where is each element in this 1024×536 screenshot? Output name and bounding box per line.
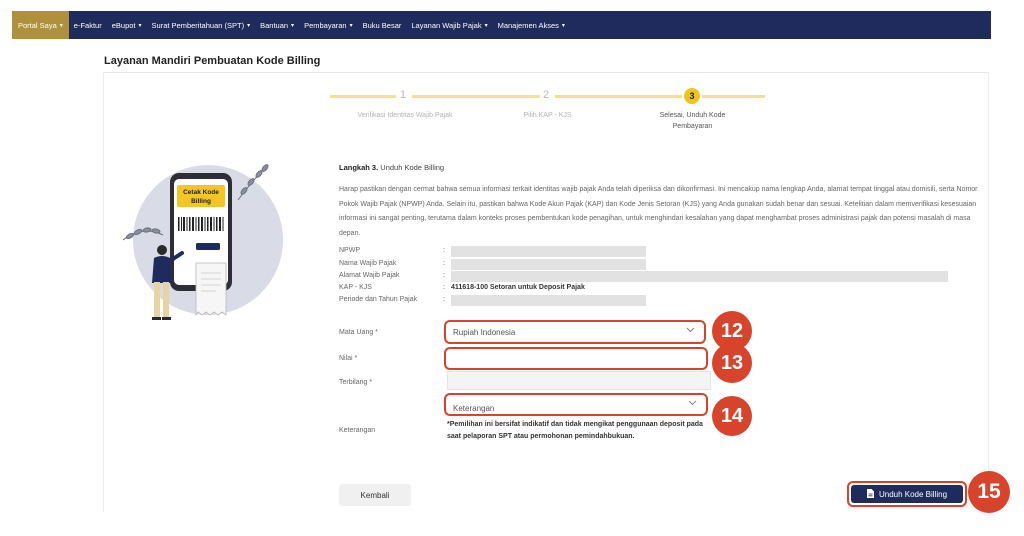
npwp-label: NPWP xyxy=(339,247,360,254)
section-heading xyxy=(339,163,444,172)
chevron-down-icon: ▾ xyxy=(291,22,295,29)
callout-badge-13: 13 xyxy=(712,343,752,383)
step-current-dot: 3 xyxy=(684,88,700,104)
step-prefix: Langkah 3. xyxy=(339,163,379,172)
card-edge xyxy=(988,72,989,512)
nav-portal-saya[interactable] xyxy=(12,11,69,39)
nama-value-redacted xyxy=(451,259,646,270)
chevron-down-icon: ▾ xyxy=(138,22,142,29)
callout-badge-15: 15 xyxy=(968,471,1010,513)
chevron-down-icon: ▾ xyxy=(247,22,251,29)
back-button[interactable]: Kembali xyxy=(339,484,411,506)
card-divider xyxy=(103,72,989,73)
nav-layanan-wajib-pajak[interactable] xyxy=(406,11,492,39)
step-number: 1 xyxy=(400,89,407,101)
nav-pembayaran[interactable] xyxy=(299,11,358,39)
colon: : xyxy=(443,296,445,303)
callout-badge-14: 14 xyxy=(712,396,752,436)
keterangan-note: *Pemilihan ini bersifat indikatif dan tidak mengikat penggunaan deposit pada saat pelaporan SPT atau permohonan pemindahbukuan. xyxy=(447,421,703,440)
nav-label: e-Faktur xyxy=(73,20,102,30)
chevron-down-icon: ▾ xyxy=(561,22,565,29)
alamat-label: Alamat Wajib Pajak xyxy=(339,272,400,279)
step-title: Unduh Kode Billing xyxy=(380,163,445,172)
nav-ebupot[interactable] xyxy=(107,11,147,39)
nama-label: Nama Wajib Pajak xyxy=(339,260,397,267)
callout-badge-12: 12 xyxy=(712,311,752,351)
download-button-highlight xyxy=(847,481,967,507)
colon: : xyxy=(443,272,445,279)
step-line xyxy=(412,95,540,98)
nav-label: Surat Pemberitahuan (SPT) xyxy=(151,20,245,30)
mata-uang-select[interactable] xyxy=(444,320,706,344)
phone-button xyxy=(196,243,220,250)
kap-value: 411618-100 Setoran untuk Deposit Pajak xyxy=(451,284,585,291)
receipt-icon xyxy=(196,263,226,315)
periode-label: Periode dan Tahun Pajak xyxy=(339,296,418,303)
card-title-line2: Billing xyxy=(191,198,211,205)
chevron-down-icon xyxy=(688,399,697,408)
nav-label: Buku Besar xyxy=(362,20,402,30)
top-navbar xyxy=(12,11,991,39)
alamat-value-redacted xyxy=(451,271,948,282)
colon: : xyxy=(443,260,445,267)
kap-label: KAP - KJS xyxy=(339,284,372,291)
nav-label: Bantuan xyxy=(260,20,289,30)
chevron-down-icon: ▾ xyxy=(484,22,488,29)
chevron-down-icon xyxy=(686,326,695,335)
step-label-current xyxy=(635,112,750,130)
description-text: Harap pastikan dengan cermat bahwa semua informasi terkait identitas wajib pajak Anda telah diperiksa dan dikonfirmasi. Ini mencakup nama lengkap Anda, alamat tempat tinggal atau domisili, serta Nomor Pokok Wajib Pajak (NPWP) Anda. Selain itu, pastikan bahwa Kode Akun Pajak (KAP) dan Kode Jenis Setoran (KJS) yang Anda gunakan sudah benar dan sesuai. Ketelitian dalam memverifikasi kesesuaian informasi ini sangat penting, terutama dalam konteks proses pembentukan kode penagihan, untuk menghindari kesalahan yang dapat menghambat proses administrasi pajak dan potensi masalah di masa depan. xyxy=(339,186,978,237)
nav-bantuan[interactable] xyxy=(255,11,299,39)
keterangan-select-value: Keterangan xyxy=(453,404,495,413)
step-line xyxy=(555,95,682,98)
step-number: 2 xyxy=(543,89,550,101)
chevron-down-icon: ▾ xyxy=(349,22,353,29)
page-title: Layanan Mandiri Pembuatan Kode Billing xyxy=(104,55,321,67)
colon: : xyxy=(443,247,445,254)
nav-label: eBupot xyxy=(111,20,136,30)
npwp-value-redacted xyxy=(451,246,646,257)
nav-label: Pembayaran xyxy=(304,20,347,30)
step-line xyxy=(702,95,765,98)
chevron-down-icon: ▾ xyxy=(59,22,63,29)
terbilang-label: Terbilang * xyxy=(339,379,373,386)
nav-e-faktur[interactable] xyxy=(69,11,107,39)
step-label-line: Pembayaran xyxy=(672,123,713,130)
card-title-line1: Cetak Kode xyxy=(183,189,219,196)
keterangan-select[interactable] xyxy=(444,393,708,416)
periode-value-redacted xyxy=(451,295,646,306)
step-label: Verifikasi Identitas Wajib Pajak xyxy=(357,112,453,119)
keterangan-label: Keterangan xyxy=(339,427,376,434)
step-label: Pilih KAP - KJS xyxy=(523,112,572,119)
file-icon xyxy=(867,489,874,500)
nav-spt[interactable] xyxy=(147,11,256,39)
nilai-input[interactable] xyxy=(444,347,708,370)
colon: : xyxy=(443,284,445,291)
illustration-svg xyxy=(118,155,293,325)
mata-uang-value: Rupiah Indonesia xyxy=(453,327,516,337)
terbilang-field xyxy=(447,371,711,390)
nav-label: Manajemen Akses xyxy=(497,20,559,30)
download-label: Unduh Kode Billing xyxy=(878,489,948,499)
download-billing-button[interactable] xyxy=(851,485,963,503)
nav-label: Portal Saya xyxy=(18,20,57,30)
nilai-label: Nilai * xyxy=(339,355,358,362)
nav-buku-besar[interactable] xyxy=(358,11,407,39)
nav-label: Layanan Wajib Pajak xyxy=(411,20,482,30)
step-line xyxy=(330,95,396,98)
step-label-line: Selesai, Unduh Kode xyxy=(659,112,726,119)
card-edge xyxy=(103,72,104,512)
billing-illustration xyxy=(118,155,293,330)
mata-uang-label: Mata Uang * xyxy=(339,329,378,336)
nav-manajemen-akses[interactable] xyxy=(493,11,570,39)
